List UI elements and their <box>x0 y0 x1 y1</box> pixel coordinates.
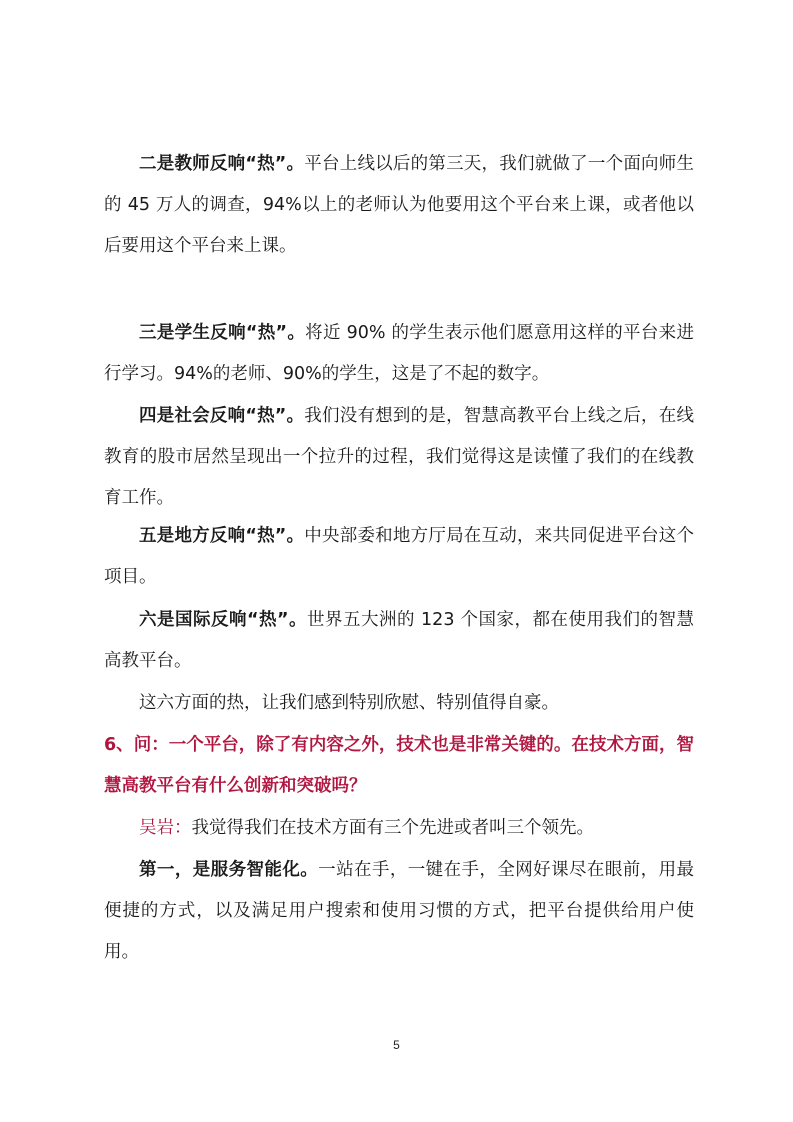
paragraph-lead: 四是社会反响“热”。 <box>139 406 305 426</box>
paragraph-answer <box>104 808 694 849</box>
paragraph-body: 平台上线以后的第三天，我们就做了一个面向师生的 45 万人的调查，94%以上的老师认为他要用这个平台来上课，或者他以后要用这个平台来上课。 <box>104 154 694 256</box>
paragraph-body: 一站在手，一键在手，全网好课尽在眼前，用最便捷的方式，以及满足用户搜索和使用习惯的方式，把平台提供给用户使用。 <box>104 860 695 962</box>
paragraph-body: 世界五大洲的 123 个国家，都在使用我们的智慧高教平台。 <box>104 610 694 671</box>
paragraph-lead: 三是学生反响“热”。 <box>139 323 306 343</box>
paragraph-lead: 二是教师反响“热”。 <box>139 154 305 174</box>
paragraph-body: 这六方面的热，让我们感到特别欣慰、特别值得自豪。 <box>139 693 559 713</box>
paragraph-first <box>104 850 694 973</box>
paragraph-summary <box>104 683 694 724</box>
paragraph-international <box>104 600 694 682</box>
question-heading <box>104 725 694 807</box>
paragraph-students <box>104 313 694 395</box>
paragraph-body: 我觉得我们在技术方面有三个先进或者叫三个领先。 <box>191 818 594 838</box>
paragraph-teachers <box>104 144 694 267</box>
paragraph-body: 将近 90% 的学生表示他们愿意用这样的平台来进行学习。94%的老师、90%的学生，这是了不起的数字。 <box>104 323 694 384</box>
paragraph-lead: 第一，是服务智能化。 <box>139 860 319 880</box>
paragraph-society <box>104 396 694 519</box>
paragraph-local <box>104 516 694 598</box>
paragraph-body: 中央部委和地方厅局在互动，来共同促进平台这个项目。 <box>104 526 694 587</box>
page-number: 5 <box>393 1038 400 1052</box>
speaker-name: 吴岩： <box>139 818 192 838</box>
question-text: 6、问：一个平台，除了有内容之外，技术也是非常关键的。在技术方面，智慧高教平台有什么创新和突破吗？ <box>104 735 694 796</box>
paragraph-lead: 六是国际反响“热”。 <box>139 610 307 630</box>
paragraph-body: 我们没有想到的是，智慧高教平台上线之后，在线教育的股市居然呈现出一个拉升的过程，我们觉得这是读懂了我们的在线教育工作。 <box>104 406 694 508</box>
paragraph-lead: 五是地方反响“热”。 <box>139 526 305 546</box>
